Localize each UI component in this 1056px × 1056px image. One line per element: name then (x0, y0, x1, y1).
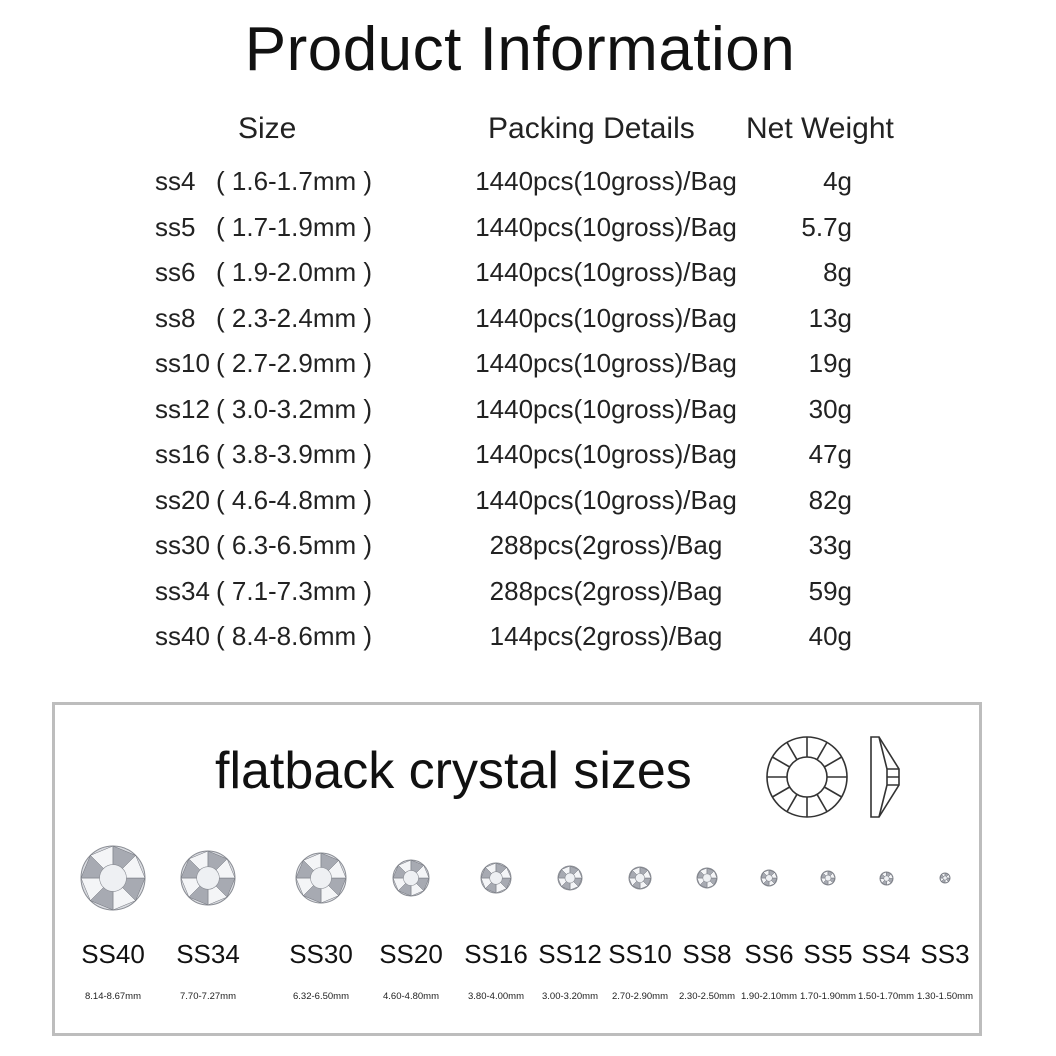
crystal-size-label: SS4 (861, 939, 911, 969)
crystal-size-label: SS34 (176, 939, 240, 969)
header-net-weight: Net Weight (746, 112, 894, 145)
crystal-icon (179, 849, 237, 907)
size-code: ss20 (155, 484, 210, 515)
size-code: ss10 (155, 348, 210, 378)
table-row (0, 615, 1040, 661)
table-row (0, 388, 1040, 434)
size-range: ( 7.1-7.3mm ) (216, 575, 373, 606)
crystal-icon (79, 844, 147, 912)
crystal-size-label: SS10 (608, 939, 672, 969)
crystal-size-mm: 6.32-6.50mm (293, 991, 349, 1002)
crystal-size-label: SS6 (744, 939, 794, 969)
size-range: ( 3.8-3.9mm ) (216, 439, 373, 469)
net-weight: 40g (808, 621, 852, 651)
packing-details: 144pcs(2gross)/Bag (489, 621, 723, 651)
crystal-size-mm: 3.80-4.00mm (468, 991, 524, 1002)
packing-details: 1440pcs(10gross)/Bag (475, 484, 737, 515)
packing-details: 288pcs(2gross)/Bag (489, 575, 723, 606)
header-size: Size (238, 112, 297, 145)
crystal-size-label: SS3 (920, 939, 970, 969)
net-weight: 8g (823, 257, 852, 287)
size-code: ss12 (155, 393, 210, 424)
size-range: ( 8.4-8.6mm ) (216, 621, 373, 651)
crystal-icon (294, 851, 348, 905)
crystal-icon (759, 868, 779, 888)
packing-details: 1440pcs(10gross)/Bag (475, 211, 737, 242)
size-range: ( 2.3-2.4mm ) (216, 302, 373, 333)
size-range: ( 1.6-1.7mm ) (216, 166, 373, 196)
net-weight: 33g (808, 530, 852, 560)
table-row (0, 433, 1040, 479)
table-row (0, 479, 1040, 525)
product-table (0, 160, 1040, 661)
crystal-icon (556, 864, 584, 892)
panel-title: flatback crystal sizes (215, 742, 692, 800)
crystal-size-label: SS5 (803, 939, 853, 969)
size-code: ss40 (155, 621, 210, 651)
crystal-icon (627, 865, 653, 891)
packing-details: 1440pcs(10gross)/Bag (475, 393, 737, 424)
page-title: Product Information (244, 15, 796, 84)
size-range: ( 1.7-1.9mm ) (216, 211, 373, 242)
crystal-icon (878, 870, 895, 887)
crystal-size-label: SS30 (289, 939, 353, 969)
crystal-size-mm: 1.30-1.50mm (917, 991, 973, 1002)
table-row (0, 160, 1040, 206)
size-range: ( 4.6-4.8mm ) (216, 484, 373, 515)
packing-details: 1440pcs(10gross)/Bag (475, 348, 737, 378)
size-code: ss34 (155, 575, 210, 606)
size-code: ss8 (155, 302, 196, 333)
crystal-size-label: SS12 (538, 939, 602, 969)
table-row (0, 297, 1040, 343)
size-range: ( 3.0-3.2mm ) (216, 393, 373, 424)
net-weight: 19g (808, 348, 852, 378)
crystal-size-label: SS20 (379, 939, 443, 969)
size-code: ss4 (155, 166, 196, 196)
crystal-icon (938, 871, 952, 885)
crystal-size-mm: 3.00-3.20mm (542, 991, 598, 1002)
crystal-size-mm: 4.60-4.80mm (383, 991, 439, 1002)
net-weight: 47g (808, 439, 852, 469)
crystal-size-mm: 1.50-1.70mm (858, 991, 914, 1002)
packing-details: 1440pcs(10gross)/Bag (475, 439, 737, 469)
table-row (0, 251, 1040, 297)
size-code: ss5 (155, 211, 196, 242)
crystal-size-mm: 2.30-2.50mm (679, 991, 735, 1002)
crystal-size-mm: 1.90-2.10mm (741, 991, 797, 1002)
size-code: ss16 (155, 439, 210, 469)
crystal-icon (819, 869, 837, 887)
table-row (0, 206, 1040, 252)
net-weight: 4g (823, 166, 852, 196)
net-weight: 30g (808, 393, 852, 424)
crystal-size-label: SS16 (464, 939, 528, 969)
crystal-icon (391, 858, 431, 898)
packing-details: 1440pcs(10gross)/Bag (475, 257, 737, 287)
packing-details: 1440pcs(10gross)/Bag (475, 166, 737, 196)
crystal-size-label: SS8 (682, 939, 732, 969)
crystal-size-mm: 7.70-7.27mm (180, 991, 236, 1002)
net-weight: 82g (808, 484, 852, 515)
size-range: ( 2.7-2.9mm ) (216, 348, 373, 378)
net-weight: 5.7g (801, 211, 852, 242)
net-weight: 59g (808, 575, 852, 606)
size-code: ss6 (155, 257, 196, 287)
crystal-icon (695, 866, 719, 890)
net-weight: 13g (808, 302, 852, 333)
size-range: ( 1.9-2.0mm ) (216, 257, 373, 287)
table-row (0, 342, 1040, 388)
table-row (0, 570, 1040, 616)
crystal-icon (479, 861, 513, 895)
crystal-size-mm: 2.70-2.90mm (612, 991, 668, 1002)
crystal-size-mm: 1.70-1.90mm (800, 991, 856, 1002)
header-packing-details: Packing Details (488, 112, 695, 145)
crystal-size-label: SS40 (81, 939, 145, 969)
rhinestone-diagram-icon (761, 725, 911, 825)
packing-details: 1440pcs(10gross)/Bag (475, 302, 737, 333)
size-range: ( 6.3-6.5mm ) (216, 530, 373, 560)
packing-details: 288pcs(2gross)/Bag (489, 530, 723, 560)
size-code: ss30 (155, 530, 210, 560)
crystal-size-mm: 8.14-8.67mm (85, 991, 141, 1002)
crystal-sizes-panel (52, 702, 982, 1036)
table-row (0, 524, 1040, 570)
